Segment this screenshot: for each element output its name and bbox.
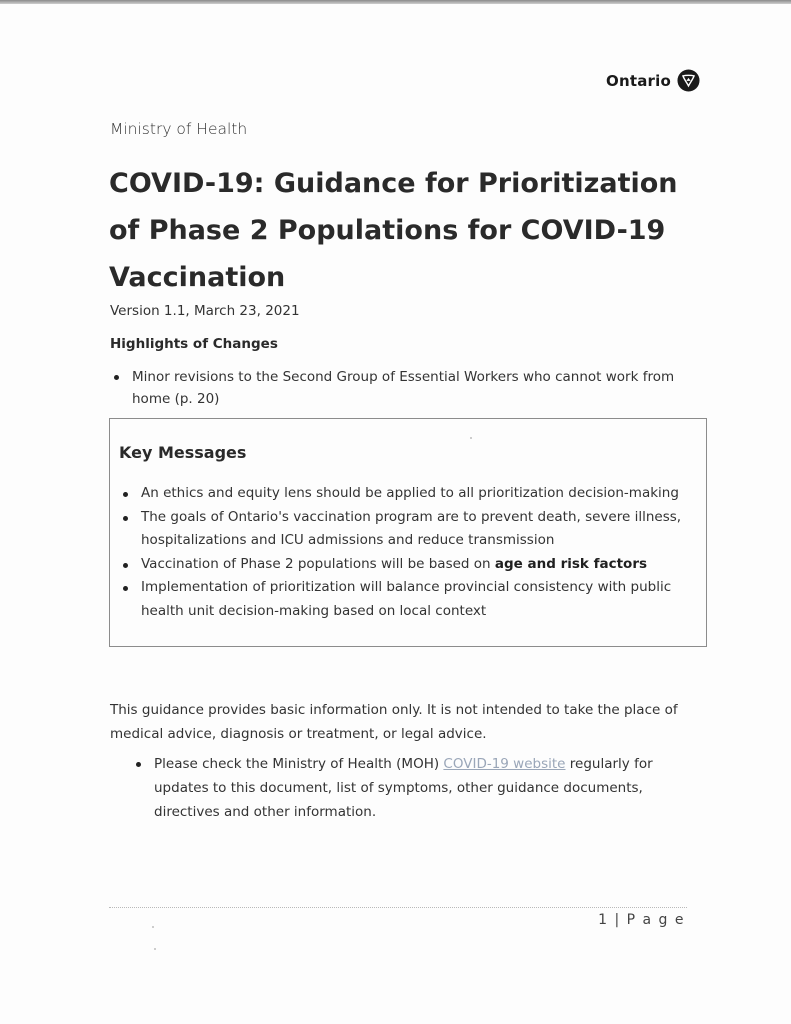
key-message-emphasis: age and risk factors (494, 555, 648, 572)
highlights-heading: Highlights of Changes (110, 336, 278, 352)
footer-divider (109, 907, 687, 908)
ontario-logo (606, 69, 700, 92)
key-message-item (119, 576, 699, 623)
logo-wordmark: Ontario (606, 71, 671, 90)
key-message-item (119, 506, 699, 553)
key-message-item (119, 553, 699, 577)
key-message-text: The goals of Ontario's vaccination program are to prevent death, severe illness, hospitalizations and ICU admissions and reduce transmission (141, 508, 682, 548)
key-messages-box (109, 418, 707, 647)
check-item (132, 752, 692, 824)
scan-top-edge (0, 0, 791, 4)
key-messages-heading: Key Messages (119, 443, 247, 462)
ontario-trillium-icon (677, 69, 700, 92)
version-date: Version 1.1, March 23, 2021 (110, 303, 300, 319)
key-message-text: Implementation of prioritization will balance provincial consistency with public health unit decision-making based on local context (141, 579, 672, 619)
scan-speck (470, 437, 472, 439)
highlights-list (110, 366, 700, 410)
key-message-text: An ethics and equity lens should be applied to all prioritization decision-making (141, 485, 679, 501)
key-message-item (119, 482, 699, 506)
key-message-text: Vaccination of Phase 2 populations will be based on (141, 555, 495, 572)
page-number: 1 | P a g e (598, 912, 685, 928)
ministry-name: Ministry of Health (110, 120, 248, 138)
highlight-item: Minor revisions to the Second Group of Essential Workers who cannot work from home (p. 20) (110, 366, 700, 410)
disclaimer-paragraph: This guidance provides basic information only. It is not intended to take the place of medical advice, diagnosis or treatment, or legal advice. (110, 702, 678, 742)
covid-website-link[interactable]: COVID-19 website (443, 756, 566, 772)
document-title: COVID-19: Guidance for Prioritization of Phase 2 Populations for COVID-19 Vaccination (109, 168, 678, 293)
scan-speck (154, 948, 156, 950)
check-item-text-before: Please check the Ministry of Health (MOH) (154, 756, 444, 772)
key-messages-list (119, 482, 699, 623)
scan-speck (152, 926, 154, 928)
check-item-text-after: regularly for updates to this document, list of symptoms, other guidance documents, directives and other information. (154, 756, 653, 820)
check-list (132, 752, 692, 824)
